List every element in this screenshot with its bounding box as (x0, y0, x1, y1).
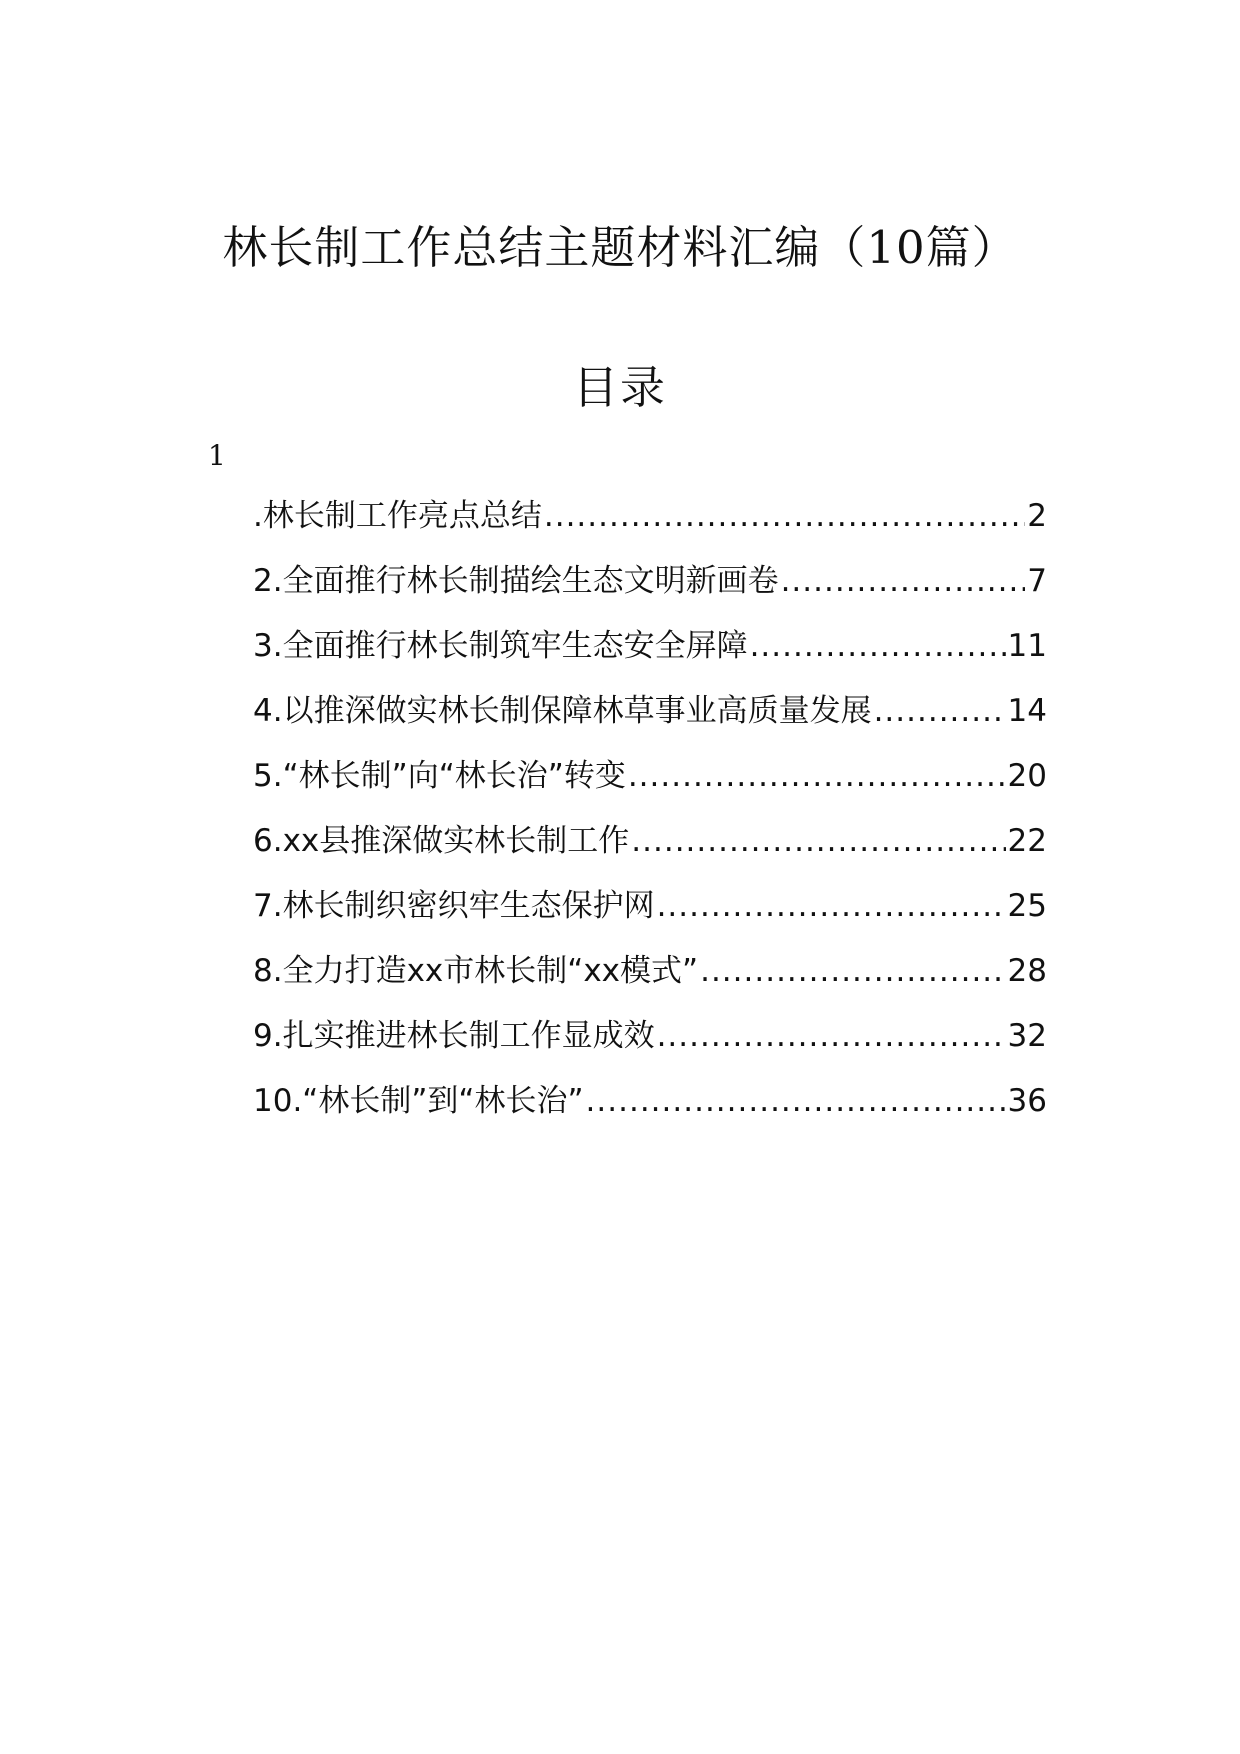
toc-dot-leader (586, 1079, 1006, 1123)
toc-entry[interactable] (253, 1014, 1047, 1079)
toc-entry-page: 32 (1007, 1018, 1047, 1054)
toc-entry[interactable] (253, 754, 1047, 819)
toc-entry-title: .林长制工作亮点总结 (253, 498, 542, 534)
toc-dot-leader (657, 884, 1006, 928)
document-title-number: 10 (866, 221, 926, 274)
toc-entry-title: 6.xx县推深做实林长制工作 (253, 823, 630, 859)
toc-entry-page: 2 (1027, 498, 1047, 534)
toc-entry-title: 3.全面推行林长制筑牢生态安全屏障 (253, 628, 748, 664)
toc-entry-page: 20 (1007, 758, 1047, 794)
toc-entry-page: 22 (1007, 823, 1047, 859)
toc-dot-leader (874, 689, 1006, 733)
toc-entry-title: 5.“林长制”向“林长治”转变 (253, 758, 626, 794)
list-number: 1 (208, 439, 226, 472)
toc-entry-page: 25 (1007, 888, 1047, 924)
toc-entry-title: 9.扎实推进林长制工作显成效 (253, 1018, 655, 1054)
toc-entry[interactable] (253, 559, 1047, 624)
toc-entry-title: 10.“林长制”到“林长治” (253, 1083, 584, 1119)
document-title (0, 218, 1240, 278)
toc-dot-leader (657, 1014, 1006, 1058)
document-title-suffix: 篇） (925, 221, 1018, 274)
toc-entry[interactable] (253, 689, 1047, 754)
toc-dot-leader (781, 559, 1026, 603)
toc-dot-leader (631, 819, 1005, 863)
toc-entry-page: 14 (1007, 693, 1047, 729)
toc-dot-leader (544, 494, 1025, 538)
document-title-main: 林长制工作总结主题材料汇编（ (222, 221, 867, 274)
toc-entry[interactable] (253, 819, 1047, 884)
toc-entry-page: 7 (1027, 563, 1047, 599)
toc-dot-leader (628, 754, 1006, 798)
toc-entry[interactable] (253, 884, 1047, 949)
toc-entry-title: 4.以推深做实林长制保障林草事业高质量发展 (253, 693, 872, 729)
toc-entry-title: 7.林长制织密织牢生态保护网 (253, 888, 655, 924)
toc-entry-page: 36 (1007, 1083, 1047, 1119)
toc-entry-page: 11 (1007, 628, 1047, 664)
toc-entry-page: 28 (1007, 953, 1047, 989)
toc-entry[interactable] (253, 949, 1047, 1014)
toc-entry-title: 2.全面推行林长制描绘生态文明新画卷 (253, 563, 779, 599)
toc-entry[interactable] (253, 494, 1047, 559)
toc-dot-leader (700, 949, 1005, 993)
toc-heading: 目录 (572, 361, 667, 414)
table-of-contents (253, 494, 1047, 1144)
toc-entry-title: 8.全力打造xx市林长制“xx模式” (253, 953, 699, 989)
toc-entry[interactable] (253, 1079, 1047, 1144)
toc-entry[interactable] (253, 624, 1047, 689)
toc-dot-leader (750, 624, 1006, 668)
